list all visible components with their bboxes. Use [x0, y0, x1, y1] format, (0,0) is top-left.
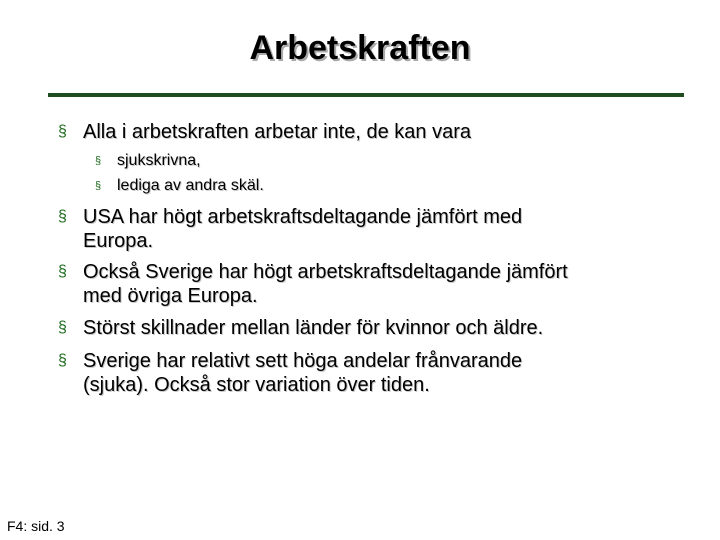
bullet-text-line: USA har högt arbetskraftsdeltagande jämfört med — [83, 206, 523, 228]
slide-footer: F4: sid. 3 — [7, 518, 65, 534]
bullet-text-line: med övriga Europa. — [83, 285, 258, 307]
section-mark-icon: § — [58, 263, 67, 280]
section-mark-icon: § — [95, 155, 102, 167]
section-mark-icon: § — [58, 123, 67, 140]
section-mark-icon: § — [58, 208, 67, 225]
section-mark-icon: § — [58, 352, 67, 369]
bullet-text-line: (sjuka). Också stor variation över tiden. — [83, 374, 430, 396]
sub-bullet-text: sjukskrivna, — [117, 152, 201, 169]
bullet-text-line: Sverige har relativt sett höga andelar frånvarande — [83, 350, 523, 372]
bullet-text: Störst skillnader mellan länder för kvinnor och äldre. — [83, 317, 544, 339]
sub-bullet-text: lediga av andra skäl. — [117, 177, 264, 194]
slide-title: Arbetskraften — [249, 29, 471, 67]
title-divider — [48, 93, 684, 97]
section-mark-icon: § — [58, 319, 67, 336]
bullet-text-line: Också Sverige har högt arbetskraftsdeltagande jämfört — [83, 261, 568, 283]
bullet-text: Alla i arbetskraften arbetar inte, de kan vara — [83, 121, 471, 143]
bullet-text-line: Europa. — [83, 230, 154, 252]
section-mark-icon: § — [95, 180, 102, 192]
